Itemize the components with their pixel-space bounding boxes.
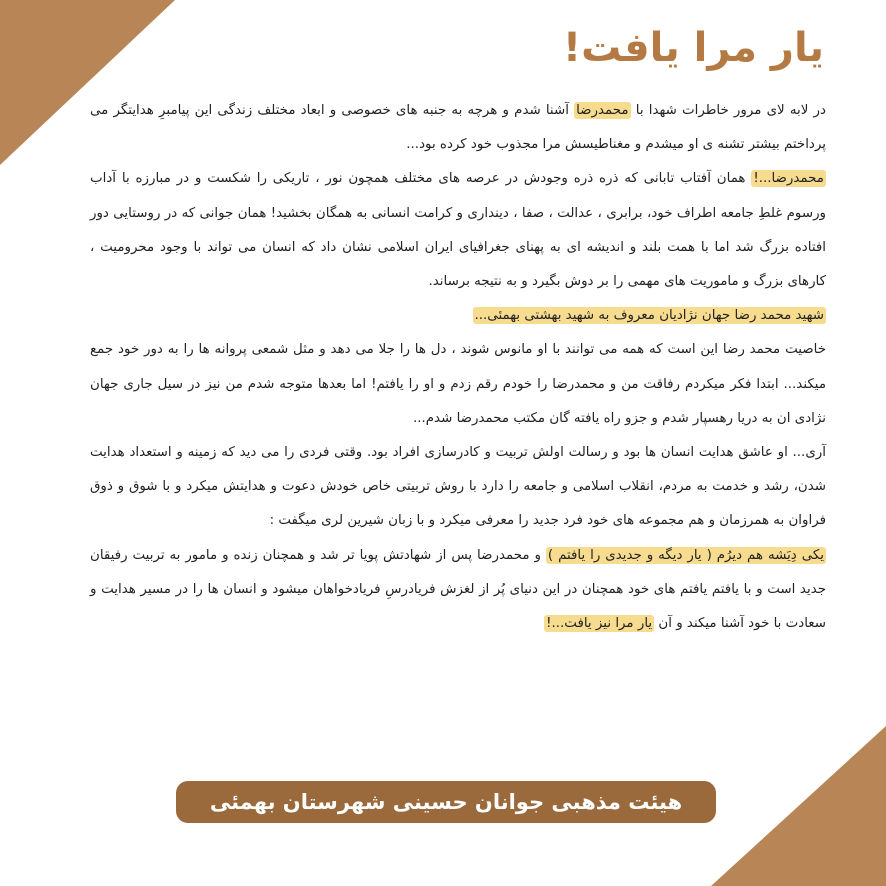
- paragraph-1-text-b: آشنا شدم و هرچه به جنبه های خصوصی و ابعاد مختلف زندگی این پیامبرِ هدایتگر می پرداختم بیشتر تشنه ی او میشدم و مغناطیسش مرا مجذوب خود کرده بود...: [90, 103, 826, 153]
- highlighted-quote: یکی دِیَشه هم دیرُم ( یار دیگه و جدیدی را یافتم ): [547, 547, 824, 563]
- paragraph-2-text: همان آفتاب تابانی که ذره ذره وجودش در عرصه های مختلف همچون نور ، تاریکی را شکست و در مبارزه با آداب ورسوم غلطِ جامعه اطراف خود، برابری ، عدالت ، صفا ، دینداری و کرامت انسانی به همگان بخشید! همان جوانی که در روستایی دور افتاده بزرگ شد اما با همت بلند و اندیشه ای به پهنای جغرافیای ایران اسلامی نشان داد که انسان می تواند با وجود محرومیت ، کارهای بزرگ و ماموریت های مهمی را بر دوش بگیرد و به نتیجه برساند.: [90, 171, 826, 290]
- highlighted-name: محمدرضا: [576, 103, 629, 118]
- paragraph-5: آری... او عاشق هدایت انسان ها بود و رسالت اولش تربیت و کادرسازی افراد بود. وقتی فردی را می دید که زمینه و استعداد هدایت شدن، رشد و خدمت به مردم، انقلاب اسلامی و جامعه را دارد با روش تربیتی خاص خودش دعوت و هدایتش میکرد و با شوق و ذوق فراوان به همرزمان و هم مجموعه های خود فرد جدید را معرفی میکرد و با زبان شیرین لری میگفت :: [90, 445, 826, 529]
- corner-decoration-bottom-right: [711, 726, 886, 886]
- paragraph-2: [90, 162, 826, 299]
- paragraph-4: خاصیت محمد رضا این است که همه می توانند با او مانوس شوند ، دل ها را جلا می دهد و مثل شمعی پروانه ها را به دور خود جمع میکند... ابتدا فکر میکردم رفاقت من و محمدرضا را خودم رقم زدم و او را یافتم! اما بعدها متوجه شدم من نیز در سیل جاری جهان نژادی ان به دریا رهسپار شدم و جزو راه یافته گان مکتب محمدرضا شدم...: [90, 342, 826, 426]
- article-body: [90, 94, 826, 641]
- highlighted-heading: محمدرضا...!: [753, 171, 824, 187]
- paragraph-6-text: و محمدرضا پس از شهادتش پویا تر شد و همچنان زنده و مامور به تربیت رفیقان جدید است و با یافتم یافتم های خود همچنان در این دنیای پُر از لغزش فریادرسِ فریادخواهان میشود و انسان ها را در مسیر هدایت و سعادت با خود آشنا میکند و آن: [90, 547, 826, 632]
- paragraph-1: [90, 94, 826, 162]
- paragraph-6: [90, 539, 826, 642]
- paragraph-1-text-a: در لابه لای مرور خاطرات شهدا با: [630, 103, 826, 118]
- paragraph-3: [90, 299, 826, 333]
- highlighted-martyr-name: شهید محمد رضا جهان نژادیان معروف به شهید بهشتی بهمئی...: [474, 308, 824, 324]
- page-title: یار مرا یافت!: [562, 25, 824, 71]
- footer-organization-banner: هیئت مذهبی جوانان حسینی شهرستان بهمئی: [176, 781, 716, 823]
- highlighted-closing: یار مرا نیز یافت...!: [546, 616, 653, 632]
